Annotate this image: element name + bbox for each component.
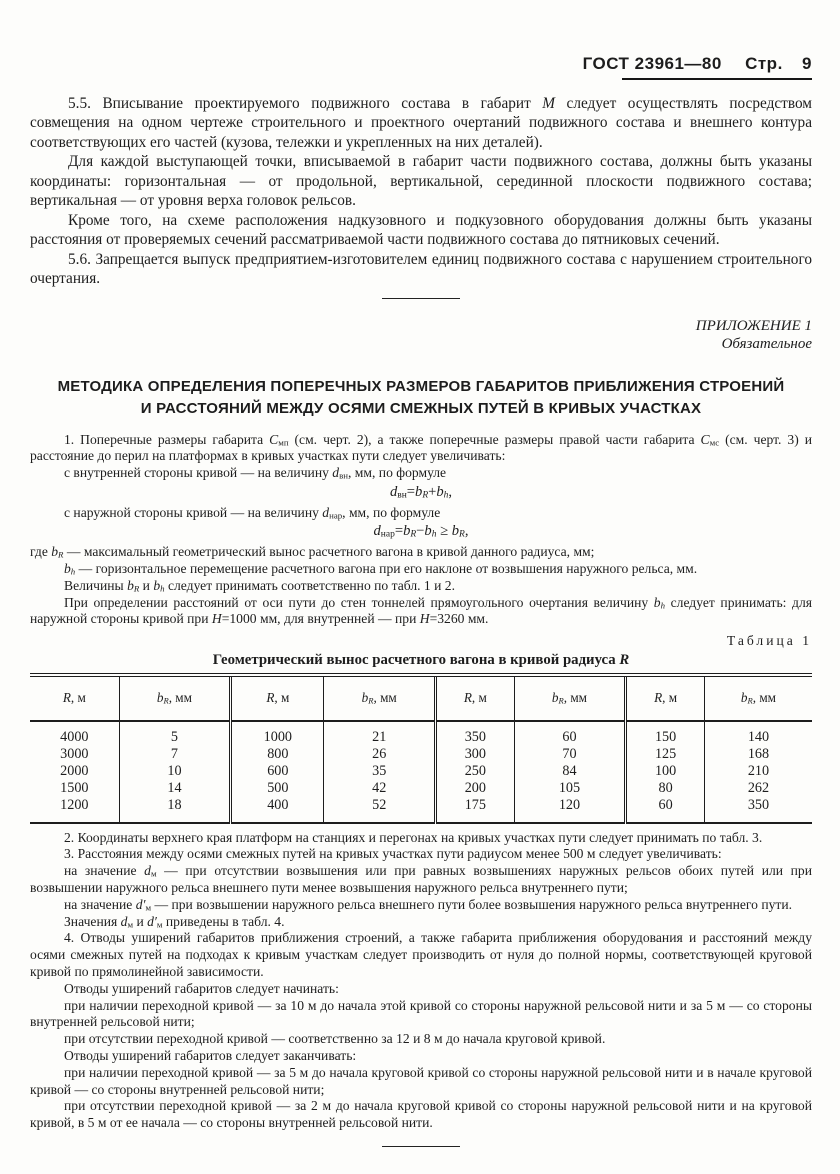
paragraph-3b: на значение $d'_м$ — при возвышении наружного рельса внешнего пути более возвышения наружного рельса внутреннего пути. (64, 896, 793, 913)
table-cell: 140 (704, 721, 812, 746)
paragraph-5-5-scheme: Кроме того, на схеме расположения надкузовного и подкузовного оборудования должны быть указаны расстояния от проверяемых сечений рассматриваемой части подвижного состава до пятниковых сечений. (30, 211, 812, 248)
tunnel-note: При определении расстояний от оси пути до стен тоннелей прямоугольного очертания величину $b_h$ следует принимать: для наружной стороны кривой при H=1000 мм, для внутренней — при H=3260 мм. (30, 594, 812, 627)
table-cell: 14 (119, 780, 231, 797)
table-cell: 120 (514, 797, 626, 823)
table-cell: 800 (231, 746, 324, 763)
table1-label: Таблица 1 (726, 633, 812, 649)
table-cell: 2000 (60, 762, 89, 779)
table-cell: 1000 (231, 721, 324, 746)
paragraph-3c: Значения $d_м$ и $d'_м$ приведены в табл. 4. (64, 913, 285, 930)
table-row (30, 721, 812, 746)
table-cell: 60 (514, 721, 626, 746)
paragraph-4: 4. Отводы уширений габаритов приближения строений, а также габарита приближения оборудования и расстояний между осями смежных путей на подходах к кривым участкам следует производить от нуля до полной нормы, соответствующей круговой кривой по прямолинейной зависимости. (30, 930, 812, 980)
table-cell: 250 (436, 763, 515, 780)
table-cell: 52 (324, 797, 436, 823)
page-number: 9 (802, 54, 812, 73)
notes-body (30, 830, 812, 1132)
paragraph-3: 3. Расстояния между осями смежных путей на кривых участках пути радиусом менее 500 м следует увеличивать: (64, 846, 722, 862)
table-cell: 175 (436, 797, 515, 823)
paragraph-5-6: 5.6. Запрещается выпуск предприятием-изготовителем единиц подвижного состава с нарушением строительного очертания. (30, 250, 812, 287)
table-row (30, 746, 812, 763)
table-cell: 125 (626, 746, 705, 763)
table-cell: 80 (626, 780, 705, 797)
table-cell: 350 (436, 721, 515, 746)
table-cell: 1500 (60, 779, 89, 796)
paragraph-4a: Отводы уширений габаритов следует начинать: (64, 980, 339, 996)
section-divider (382, 298, 460, 299)
table1-header-cell: R, м (436, 675, 515, 721)
header-rule (622, 78, 812, 80)
table1-header-cell: $b_R$, мм (324, 675, 436, 721)
methodology-title-line1: МЕТОДИКА ОПРЕДЕЛЕНИЯ ПОПЕРЕЧНЫХ РАЗМЕРОВ ГАБАРИТОВ ПРИБЛИЖЕНИЯ СТРОЕНИЙ (57, 377, 785, 395)
table1-header-row (30, 675, 812, 721)
table-cell: 105 (514, 780, 626, 797)
table1-header-cell: R, м (231, 675, 324, 721)
paragraph-4e: при наличии переходной кривой — за 5 м до начала круговой кривой со стороны наружной рельсовой нити и в начале круговой кривой — со стороны внутренней рельсовой нити; (30, 1064, 812, 1097)
formula-inner: $d_{вн}=b_R+b_h$, (389, 483, 453, 501)
methodology-body (30, 432, 812, 1148)
table-cell: 42 (324, 780, 436, 797)
paragraph-4f: при отсутствии переходной кривой — за 2 м до начала круговой кривой со стороны наружной рельсовой нити и на круговой кривой, в 5 м от ее начала — со стороны внутренней рельсовой нити. (30, 1098, 812, 1131)
paragraph-5-5: 5.5. Вписывание проектируемого подвижного состава в габарит М следует осуществлять посредством совмещения на одном чертеже строительного и проектного очертаний подвижного состава и внешнего контура соответствующих его частей (кузова, тележки и укрепленных на них деталей). (30, 94, 812, 151)
table1-header-cell: R, м (626, 675, 705, 721)
methodology-title-line2: И РАССТОЯНИЙ МЕЖДУ ОСЯМИ СМЕЖНЫХ ПУТЕЙ В КРИВЫХ УЧАСТКАХ (140, 399, 702, 417)
methodology-title (30, 376, 812, 420)
table-cell: 100 (626, 763, 705, 780)
table-cell: 7 (119, 746, 231, 763)
table-cell: 4000 (60, 728, 89, 745)
table1-header-cell: $b_R$, мм (119, 675, 231, 721)
section-5 (30, 94, 812, 289)
table-cell: 350 (704, 797, 812, 823)
paragraph-3a: на значение $d_м$ — при отсутствии возвышения или при равных возвышениях наружных рельсов обоих путей или при возвышении наружного рельса внешнего пути менее возвышения наружного рельса внутреннего пути; (30, 863, 812, 896)
table-cell: 200 (436, 780, 515, 797)
paragraph-2: 2. Координаты верхнего края платформ на станциях и перегонах на кривых участках пути следует принимать по табл. 3. (64, 829, 763, 845)
table-cell: 300 (436, 746, 515, 763)
page-header (30, 54, 812, 74)
annex-label: ПРИЛОЖЕНИЕ 1 (695, 317, 812, 334)
table1-header-cell: $b_R$, мм (704, 675, 812, 721)
table-cell: 26 (324, 746, 436, 763)
table-cell: 168 (704, 746, 812, 763)
table-cell: 400 (231, 797, 324, 823)
table-cell: 150 (626, 721, 705, 746)
table-cell: 60 (626, 797, 705, 823)
table-cell: 210 (704, 763, 812, 780)
table-cell: 1200 (60, 796, 89, 813)
table1-body (30, 721, 812, 823)
doc-number: ГОСТ 23961—80 (582, 54, 722, 73)
formula-outer: $d_{нар}=b_R-b_h \ge b_R$, (373, 523, 469, 541)
bottom-divider (382, 1146, 460, 1147)
table-row (30, 797, 812, 823)
table1 (30, 673, 812, 824)
table1-header-cell: $b_R$, мм (514, 675, 626, 721)
table-cell: 3000 (60, 745, 89, 762)
table-cell: 262 (704, 780, 812, 797)
table-cell: 10 (119, 763, 231, 780)
outer-side-line: с наружной стороны кривой — на величину $d_{нар}$, мм, по формуле (64, 504, 441, 521)
table-cell: 500 (231, 780, 324, 797)
table-cell: 600 (231, 763, 324, 780)
values-note: Величины $b_R$ и $b_h$ следует принимать соответственно по табл. 1 и 2. (64, 577, 455, 594)
annex-header (30, 317, 812, 354)
paragraph-4d: Отводы уширений габаритов следует заканчивать: (64, 1048, 357, 1064)
table1-header-cell: R, м (30, 675, 119, 721)
paragraph-1-intro: 1. Поперечные размеры габарита $С_{мп}$ (см. черт. 2), а также поперечные размеры правой части габарита $С_{мс}$ (см. черт. 3) и расстояние до перил на платформах в кривых участках пути следует увеличивать: (30, 431, 812, 464)
table-cell: 18 (119, 797, 231, 823)
table-cell: 84 (514, 763, 626, 780)
table1-header (30, 675, 812, 721)
table-cell: 35 (324, 763, 436, 780)
table-cell: 5 (119, 721, 231, 746)
table-row (30, 780, 812, 797)
where-bh-definition: $b_h$ — горизонтальное перемещение расчетного вагона при его наклоне от возвышения наружного рельса, мм. (64, 561, 698, 577)
annex-note: Обязательное (721, 336, 812, 352)
paragraph-4b: при наличии переходной кривой — за 10 м до начала этой кривой со стороны наружной рельсовой нити и за 5 м — со стороны внутренней рельсовой нити; (30, 997, 812, 1030)
paragraph-5-5-coords: Для каждой выступающей точки, вписываемой в габарит части подвижного состава, должны быть указаны координаты: горизонтальная — от продольной, вертикальной, серединной плоскости подвижного состава; вертикальная — от уровня верха головок рельсов. (30, 153, 812, 209)
table-cell: 70 (514, 746, 626, 763)
table1-title: Геометрический вынос расчетного вагона в кривой радиуса R (212, 652, 630, 669)
page-label: Стр. (745, 54, 783, 73)
where-br-definition: где $b_R$ — максимальный геометрический вынос расчетного вагона в кривой данного радиуса, мм; (30, 544, 595, 560)
inner-side-line: с внутренней стороны кривой — на величину $d_{вн}$, мм, по формуле (64, 465, 447, 481)
paragraph-4c: при отсутствии переходной кривой — соответственно за 12 и 8 м до начала круговой кривой. (64, 1031, 606, 1047)
table-row (30, 763, 812, 780)
table-cell: 21 (324, 721, 436, 746)
